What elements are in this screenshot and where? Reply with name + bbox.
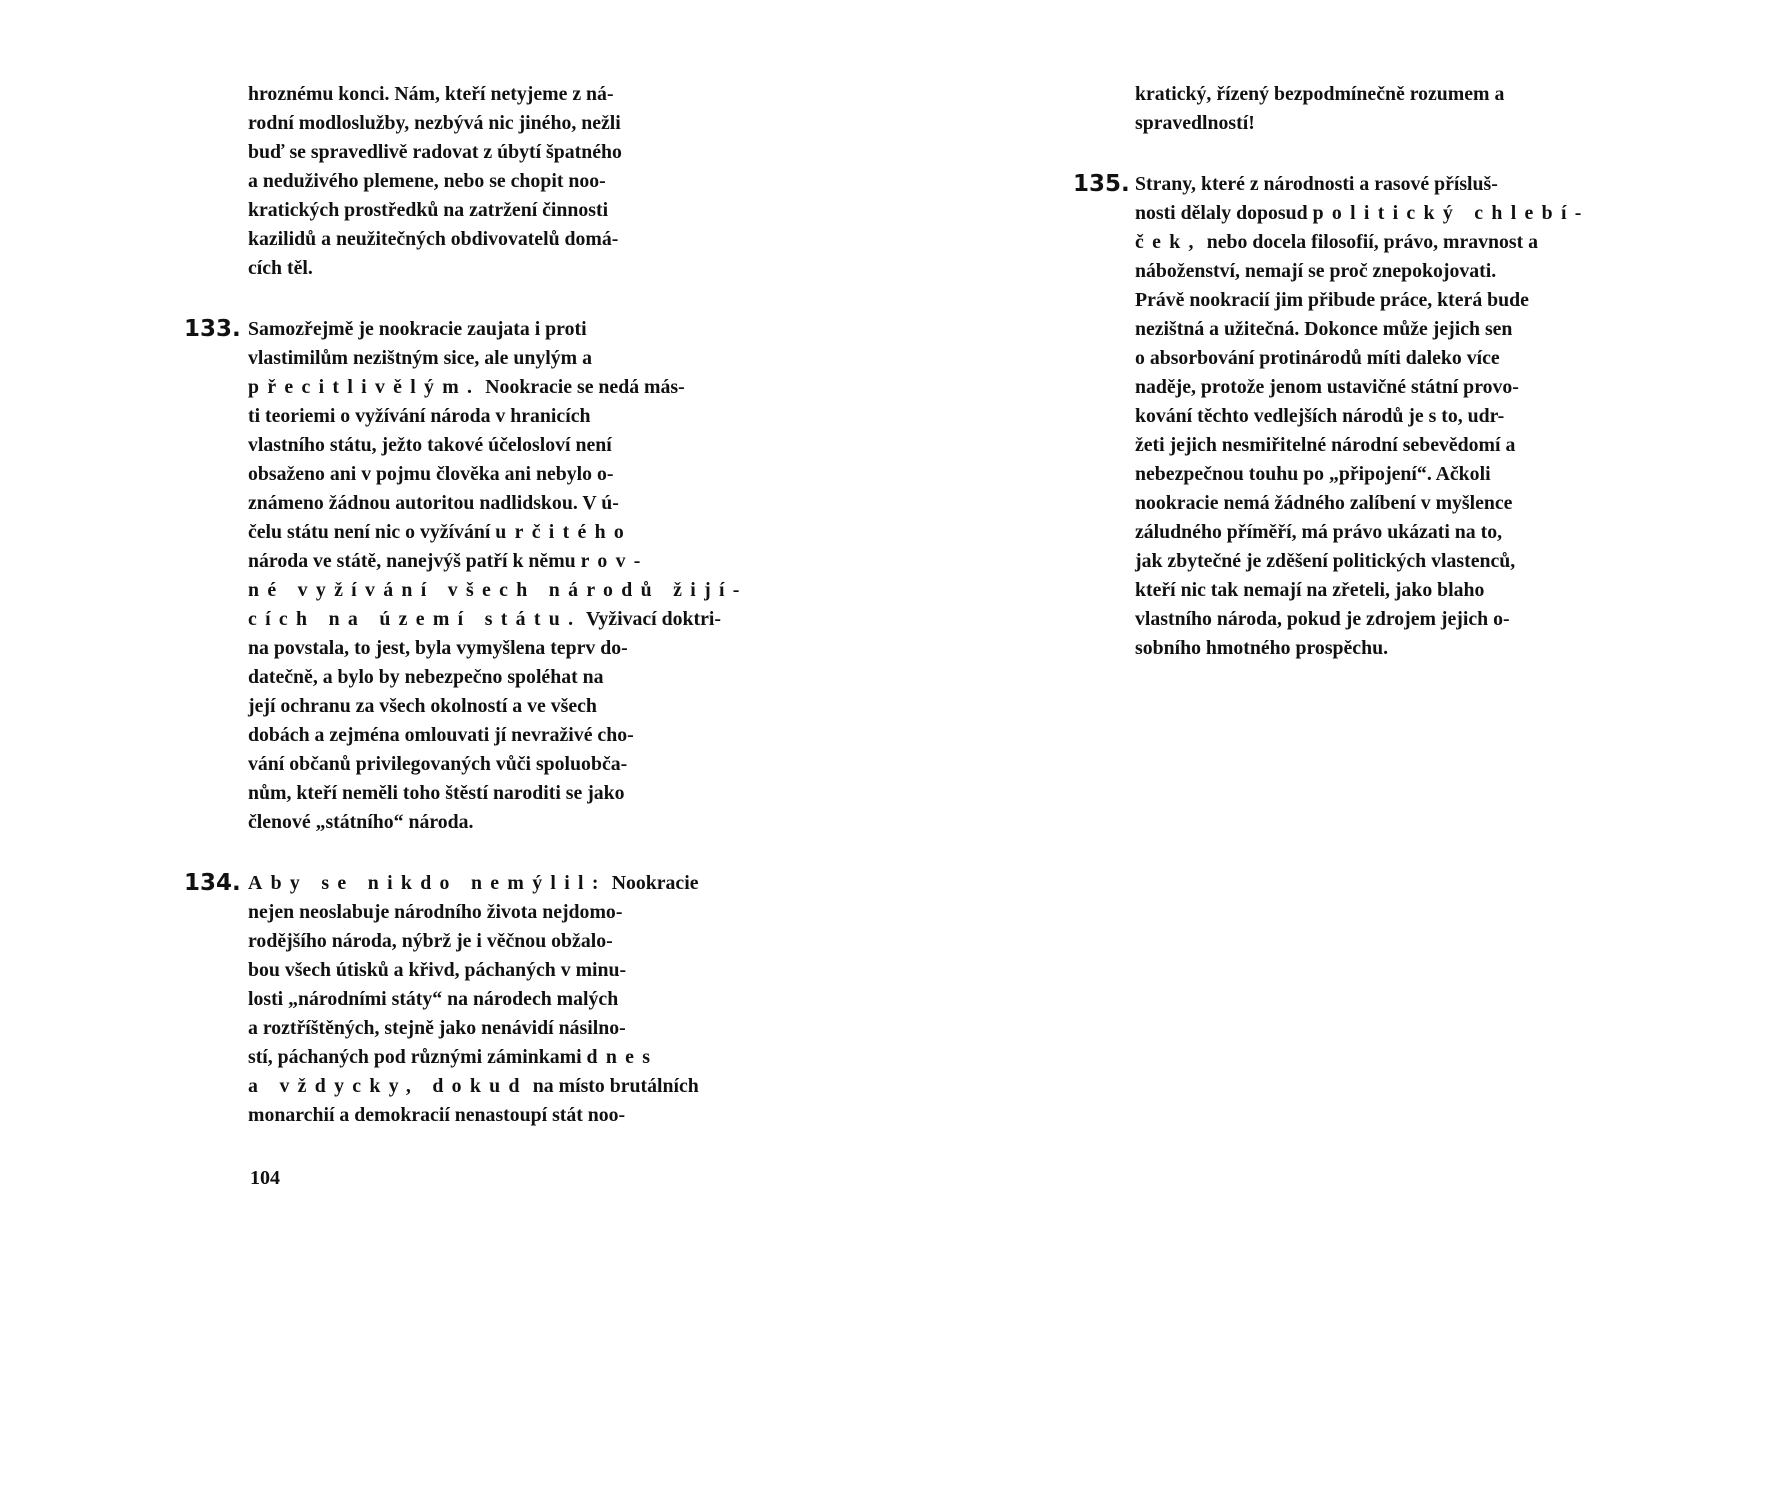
- text-line: [1135, 228, 1598, 257]
- text-line: [248, 634, 709, 663]
- text-segment: členové „státního“ národa.: [248, 811, 474, 833]
- text-segment: na povstala, to jest, byla vymyšlena teprv do-: [248, 637, 628, 659]
- text-line: [248, 927, 709, 956]
- text-line: [248, 373, 709, 402]
- text-segment: národa ve státě, nanejvýš patří k němu: [248, 550, 581, 572]
- text-line: [248, 547, 709, 576]
- paragraph-134: [184, 869, 709, 1130]
- text-line: [248, 460, 709, 489]
- text-segment: Vyživací doktri-: [581, 608, 721, 630]
- text-segment: kování těchto vedlejších národů je s to, udr-: [1135, 405, 1505, 427]
- text-line: [1135, 489, 1598, 518]
- text-segment: nosti dělaly doposud: [1135, 202, 1313, 224]
- text-segment: vání občanů privilegovaných vůči spoluobča-: [248, 753, 628, 775]
- spaced-emphasis: Aby se nikdo nemýlil:: [248, 872, 607, 894]
- text-line: [248, 431, 709, 460]
- text-line: [1135, 257, 1598, 286]
- text-segment: známeno žádnou autoritou nadlidskou. V ú-: [248, 492, 619, 514]
- text-line: [248, 518, 709, 547]
- text-segment: ti teoriemi o vyžívání národa v hranicích: [248, 405, 591, 427]
- text-segment: nebezpečnou touhu po „připojení“. Ačkoli: [1135, 463, 1491, 485]
- text-segment: její ochranu za všech okolností a ve všech: [248, 695, 597, 717]
- text-line: [1135, 431, 1598, 460]
- text-segment: o absorbování protinárodů míti daleko více: [1135, 347, 1500, 369]
- text-line: [1135, 373, 1598, 402]
- spaced-emphasis: dnes: [586, 1046, 659, 1068]
- text-line: kratický, řízený bezpodmínečně rozumem a: [1135, 83, 1505, 105]
- text-segment: vlastního státu, ježto takové účelosloví není: [248, 434, 612, 456]
- text-line: [248, 692, 709, 721]
- spaced-emphasis: cích na území státu.: [248, 608, 582, 630]
- text-segment: monarchií a demokracií nenastoupí stát noo-: [248, 1104, 626, 1126]
- spaced-emphasis: né vyžívání všech národů žijí-: [248, 579, 748, 601]
- text-line: [248, 489, 709, 518]
- text-segment: stí, páchaných pod různými záminkami: [248, 1046, 587, 1068]
- text-line: [1135, 315, 1598, 344]
- text-segment: nezištná a užitečná. Dokonce může jejich sen: [1135, 318, 1513, 340]
- text-segment: žeti jejich nesmiřitelné národní sebevědomí a: [1135, 434, 1516, 456]
- text-line: [1135, 547, 1598, 576]
- paragraph-number-135: 135.: [1073, 171, 1130, 197]
- text-line: [248, 663, 709, 692]
- spaced-emphasis: a vždycky, dokud: [248, 1075, 528, 1097]
- text-line: [1135, 286, 1598, 315]
- text-line: kratických prostředků na zatržení činnosti: [248, 199, 609, 221]
- continuation-paragraph-left: [248, 80, 709, 283]
- right-page: [1073, 80, 1598, 663]
- spaced-emphasis: určitého: [495, 521, 633, 543]
- text-line: [248, 1043, 709, 1072]
- text-segment: sobního hmotného prospěchu.: [1135, 637, 1389, 659]
- text-segment: naděje, protože jenom ustavičné státní provo-: [1135, 376, 1519, 398]
- text-line: [1135, 344, 1598, 373]
- text-line: spravedlností!: [1135, 112, 1255, 134]
- text-line: cích těl.: [248, 257, 313, 279]
- text-segment: nům, kteří neměli toho štěstí naroditi se jako: [248, 782, 625, 804]
- text-line: [248, 985, 709, 1014]
- paragraph-134-body: [248, 869, 709, 1130]
- paragraph-135-body: [1135, 170, 1598, 663]
- text-line: a neduživého plemene, nebo se chopit noo-: [248, 170, 606, 192]
- text-segment: nookracie nemá žádného zalíbení v myšlence: [1135, 492, 1513, 514]
- text-line: [248, 576, 748, 605]
- text-line: rodní modloslužby, nezbývá nic jiného, nežli: [248, 112, 621, 134]
- text-line: [1135, 518, 1598, 547]
- text-line: [248, 808, 709, 837]
- text-segment: Nookracie: [606, 872, 699, 894]
- spaced-emphasis: ček,: [1135, 231, 1202, 253]
- text-line: buď se spravedlivě radovat z úbytí špatného: [248, 141, 622, 163]
- spaced-emphasis: přecitlivělým.: [248, 376, 481, 398]
- text-line: hroznému konci. Nám, kteří netyjeme z ná-: [248, 83, 614, 105]
- text-line: [1135, 170, 1598, 199]
- text-segment: vlastimilům nezištným sice, ale unylým a: [248, 347, 592, 369]
- text-line: [248, 1014, 709, 1043]
- paragraph-133-body: [248, 315, 748, 837]
- text-segment: nejen neoslabuje národního života nejdomo-: [248, 901, 623, 923]
- page-number: 104: [250, 1167, 280, 1189]
- text-segment: Nookracie se nedá más-: [480, 376, 685, 398]
- text-segment: náboženství, nemají se proč znepokojovati.: [1135, 260, 1497, 282]
- text-segment: bou všech útisků a křivd, páchaných v minu-: [248, 959, 627, 981]
- text-segment: datečně, a bylo by nebezpečno spoléhat na: [248, 666, 604, 688]
- spaced-emphasis: politický chlebí-: [1312, 202, 1590, 224]
- text-line: [248, 779, 709, 808]
- text-line: [248, 402, 709, 431]
- text-line: [1135, 402, 1598, 431]
- text-line: [248, 1101, 709, 1130]
- text-segment: rodějšího národa, nýbrž je i věčnou obžalo-: [248, 930, 613, 952]
- text-line: [248, 721, 709, 750]
- text-line: [248, 869, 709, 898]
- text-segment: jak zbytečné je zděšení politických vlastenců,: [1135, 550, 1516, 572]
- text-segment: dobách a zejména omlouvati jí nevraživé cho-: [248, 724, 634, 746]
- text-line: [248, 315, 709, 344]
- text-segment: obsaženo ani v pojmu člověka ani nebylo o-: [248, 463, 614, 485]
- continuation-paragraph-right: [1135, 80, 1598, 138]
- paragraph-number-134: 134.: [184, 870, 241, 896]
- left-page: [184, 80, 748, 1130]
- spaced-emphasis: rov-: [580, 550, 649, 572]
- text-segment: čelu státu není nic o vyžívání: [248, 521, 496, 543]
- paragraph-number-133: 133.: [184, 316, 241, 342]
- text-segment: Strany, které z národnosti a rasové přísluš-: [1135, 173, 1498, 195]
- text-line: kazilidů a neužitečných obdivovatelů domá-: [248, 228, 619, 250]
- text-line: [248, 898, 709, 927]
- text-line: [248, 1072, 709, 1101]
- text-line: [248, 956, 709, 985]
- text-segment: losti „národními státy“ na národech malých: [248, 988, 619, 1010]
- text-line: [248, 605, 721, 634]
- text-segment: kteří nic tak nemají na zřeteli, jako blaho: [1135, 579, 1485, 601]
- text-segment: a roztříštěných, stejně jako nenávidí násilno-: [248, 1017, 626, 1039]
- text-line: [1135, 576, 1598, 605]
- text-segment: záludného příměří, má právo ukázati na to,: [1135, 521, 1503, 543]
- text-line: [248, 344, 709, 373]
- text-segment: vlastního národa, pokud je zdrojem jejich o-: [1135, 608, 1510, 630]
- text-line: [248, 750, 709, 779]
- text-line: [1135, 605, 1598, 634]
- text-line: [1135, 634, 1598, 663]
- text-line: [1135, 199, 1598, 228]
- paragraph-135: [1073, 170, 1598, 663]
- text-segment: Samozřejmě je nookracie zaujata i proti: [248, 318, 587, 340]
- paragraph-133: [184, 315, 748, 837]
- text-segment: nebo docela filosofií, právo, mravnost a: [1201, 231, 1539, 253]
- text-segment: Právě nookracií jim přibude práce, která bude: [1135, 289, 1529, 311]
- text-segment: na místo brutálních: [527, 1075, 699, 1097]
- text-line: [1135, 460, 1598, 489]
